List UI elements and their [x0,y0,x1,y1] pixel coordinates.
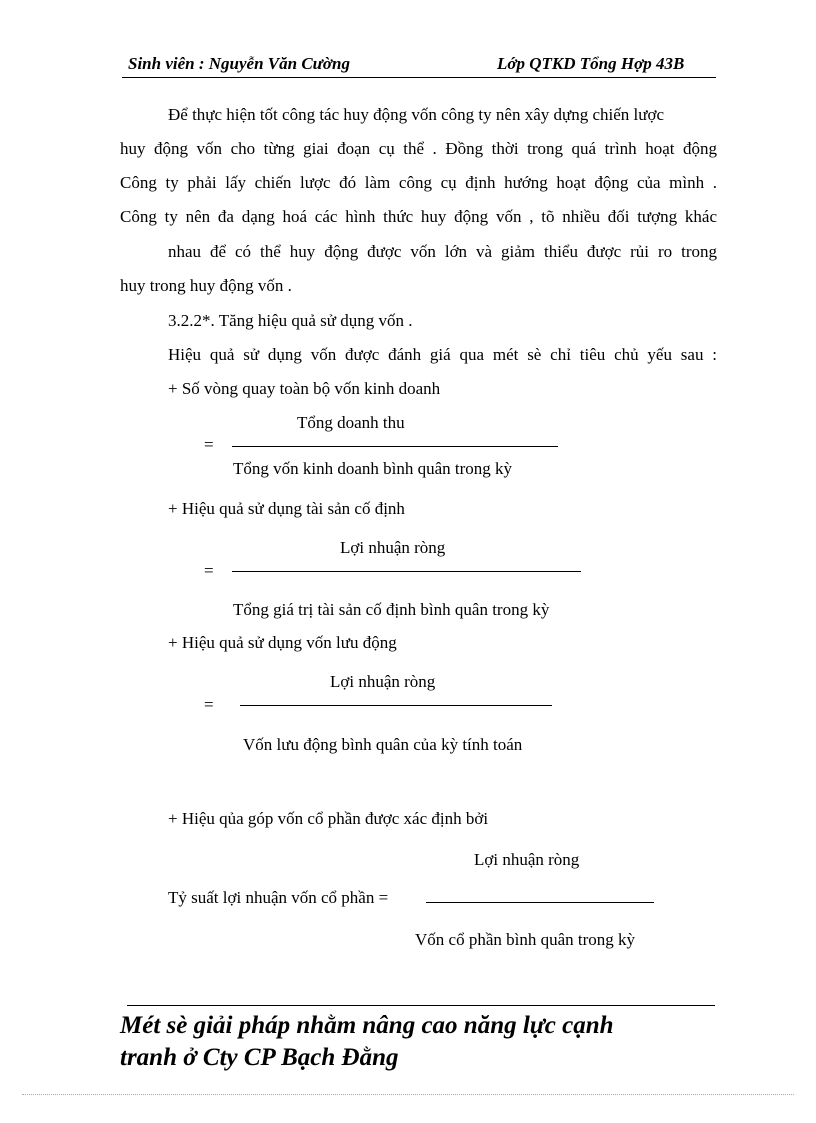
footer-title-line-2: tranh ở Cty CP Bạch Đằng [120,1044,399,1071]
formula1-denominator: Tổng vốn kinh doanh bình quân trong kỳ [233,459,513,478]
formula4-label: + Hiệu qủa góp vốn cổ phần được xác định bởi [168,809,489,828]
formula3-label: + Hiệu quả sử dụng vốn lưu động [168,633,397,652]
formula1-fraction-bar [232,446,558,447]
formula1-numerator: Tổng doanh thu [297,413,405,432]
formula4-numerator: Lợi nhuận ròng [474,850,580,869]
intro-line: Hiệu quả sử dụng vốn được đánh giá qua mét sè chỉ tiêu chủ yếu sau : [168,345,717,364]
formula2-fraction-bar [232,571,581,572]
footer-title-line-1: Mét sè giải pháp nhằm nâng cao năng lực cạnh [120,1012,614,1039]
para1-line-6: huy trong huy động vốn . [120,276,292,295]
header-rule [122,77,716,78]
page-bottom-dotted-line [22,1094,794,1095]
para1-line-4: Công ty nên đa dạng hoá các hình thức huy động vốn , tõ nhiều đối tượng khác [120,207,717,226]
footer-rule [127,1005,715,1006]
formula2-denominator: Tổng giá trị tài sản cố định bình quân trong kỳ [233,600,550,619]
formula2-equals: = [204,561,214,580]
formula1-label: + Số vòng quay toàn bộ vốn kinh doanh [168,379,441,398]
formula1-equals: = [204,435,214,454]
para1-line-1: Để thực hiện tốt công tác huy động vốn công ty nên xây dựng chiến lược [168,105,664,124]
header-student: Sinh viên : Nguyễn Văn Cường [128,54,350,73]
para1-line-2: huy động vốn cho từng giai đoạn cụ thể . Đồng thời trong quá trình hoạt động [120,139,717,158]
formula3-equals: = [204,695,214,714]
para1-line-5: nhau để có thể huy động được vốn lớn và giảm thiểu được rủi ro trong [168,242,717,261]
para1-line-3: Công ty phải lấy chiến lược đó làm công cụ định hướng hoạt động của mình . [120,173,717,192]
formula4-fraction-bar [426,902,654,903]
formula3-numerator: Lợi nhuận ròng [330,672,436,691]
formula4-lhs: Tỷ suất lợi nhuận vốn cổ phần = [168,888,389,907]
header-class: Lớp QTKD Tổng Hợp 43B [497,54,685,73]
formula2-label: + Hiệu quả sử dụng tài sản cố định [168,499,405,518]
formula3-denominator: Vốn lưu động bình quân của kỳ tính toán [243,735,523,754]
formula4-denominator: Vốn cổ phần bình quân trong kỳ [415,930,636,949]
formula3-fraction-bar [240,705,552,706]
formula2-numerator: Lợi nhuận ròng [340,538,446,557]
section-heading: 3.2.2*. Tăng hiệu quả sử dụng vốn . [168,311,413,330]
